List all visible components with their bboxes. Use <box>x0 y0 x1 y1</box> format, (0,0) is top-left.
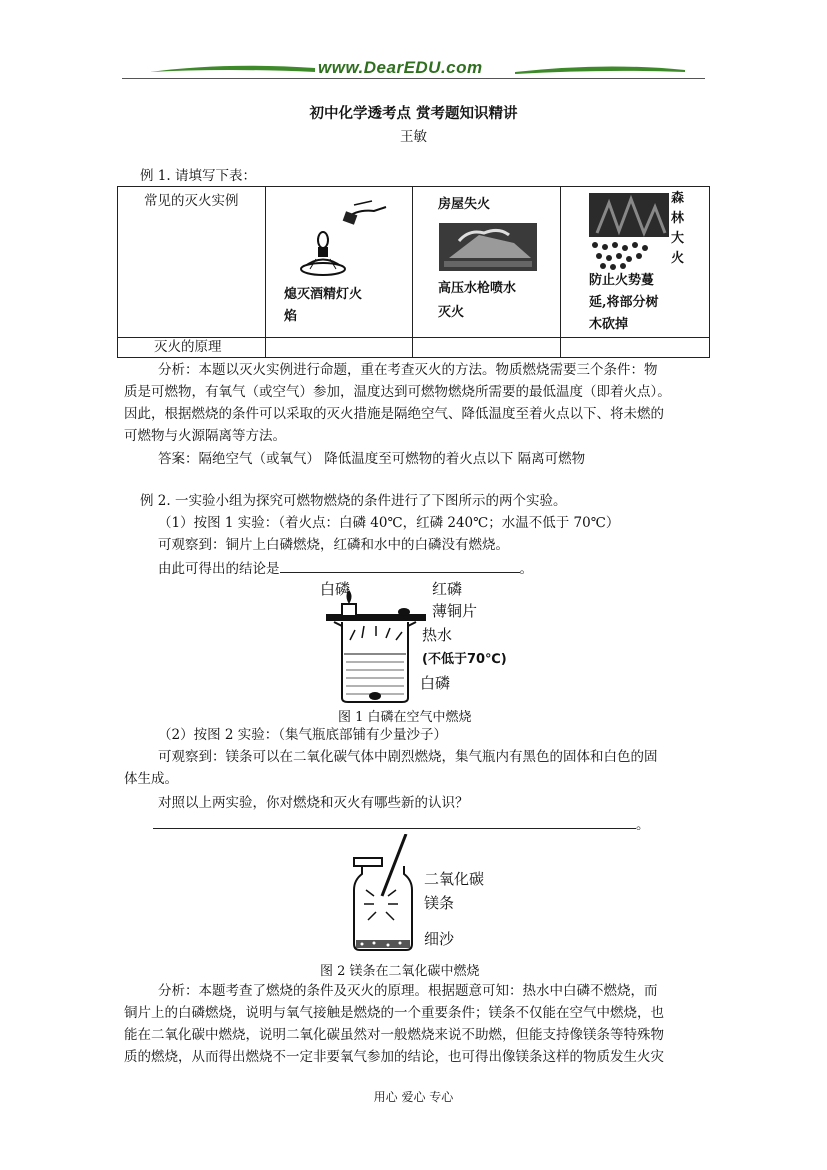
conclusion-label: 由此可得出的结论是 <box>158 561 280 577</box>
row1-label-cell <box>118 187 266 338</box>
forest-fire-figure <box>589 193 669 271</box>
answer-cell-2[interactable] <box>413 338 561 358</box>
ex2-obs2-2: 体生成。 <box>124 771 178 787</box>
header-rule <box>122 78 705 79</box>
pic3-caption-line1: 防止火势蔓 <box>589 273 655 288</box>
pic2-top-label: 房屋失火 <box>438 197 491 212</box>
ex2-obs1: 可观察到：铜片上白磷燃烧，红磷和水中的白磷没有燃烧。 <box>158 537 509 553</box>
fig1-caption: 图 1 白磷在空气中燃烧 <box>338 710 472 725</box>
question-answer-blank[interactable] <box>153 828 636 829</box>
fig2-label-co2: 二氧化碳 <box>424 870 485 888</box>
row2-label: 灭火的原理 <box>154 339 222 355</box>
fire-table <box>117 186 710 358</box>
fig2-caption: 图 2 镁条在二氧化碳中燃烧 <box>320 964 480 979</box>
ex2-analysis-2: 铜片上的白磷燃烧，说明与氧气接触是燃烧的一个重要条件；镁条不仅能在空气中燃烧，也 <box>124 1005 664 1021</box>
ex1-analysis-4: 可燃物与火源隔离等方法。 <box>124 428 286 444</box>
pic3-side-4: 火 <box>671 251 685 266</box>
pic2-cell <box>413 187 561 338</box>
fig2-label-sand: 细沙 <box>424 930 455 948</box>
ex1-analysis-3: 因此，根据燃烧的条件可以采取的灭火措施是隔绝空气、降低温度至着火点以下、将未燃的 <box>124 406 664 422</box>
ex2-intro: 例 2. 一实验小组为探究可燃物燃烧的条件进行了下图所示的两个实验。 <box>140 493 567 509</box>
row1-label: 常见的灭火实例 <box>144 193 239 209</box>
example1-prompt: 例 1. 请填写下表： <box>140 168 256 184</box>
question-end: 。 <box>636 817 650 833</box>
ex2-obs2-1: 可观察到：镁条可以在二氧化碳气体中剧烈燃烧，集气瓶内有黑色的固体和白色的固 <box>158 749 658 765</box>
conclusion-blank[interactable] <box>280 556 520 573</box>
ex2-step1: （1）按图 1 实验：（着火点：白磷 40℃，红磷 240℃；水温不低于 70℃） <box>158 515 620 531</box>
ex1-answer: 答案：隔绝空气（或氧气） 降低温度至可燃物的着火点以下 隔离可燃物 <box>158 451 586 467</box>
answer-cell-1[interactable] <box>266 338 413 358</box>
pic2-caption-line2: 灭火 <box>438 305 465 320</box>
ex2-step2: （2）按图 2 实验：（集气瓶底部铺有少量沙子） <box>158 727 448 743</box>
fig1-label-temp: (不低于70℃) <box>422 652 507 667</box>
pic3-side-1: 森 <box>671 191 685 206</box>
author: 王敏 <box>400 129 427 145</box>
fig1-label-white-p-bottom: 白磷 <box>420 674 451 692</box>
answer-cell-3[interactable] <box>561 338 710 358</box>
pic3-cell <box>561 187 710 338</box>
pic1-caption-line1: 熄灭酒精灯火 <box>284 287 363 302</box>
ex1-analysis-2: 质是可燃物，有氧气（或空气）参加，温度达到可燃物燃烧所需要的最低温度（即着火点）。 <box>124 384 671 400</box>
fig1-label-white-p-top: 白磷 <box>320 580 351 598</box>
fig1-label-hot-water: 热水 <box>422 626 453 644</box>
ex2-analysis-3: 能在二氧化碳中燃烧，说明二氧化碳虽然对一般燃烧来说不助燃，但能支持像镁条等特殊物 <box>124 1027 664 1043</box>
page-title: 初中化学透考点 赏考题知识精讲 <box>309 105 518 122</box>
figure2-apparatus <box>348 834 420 954</box>
house-fire-figure <box>439 223 537 271</box>
pic1-cell <box>266 187 413 338</box>
footer-text: 用心 爱心 专心 <box>373 1090 454 1104</box>
fig1-label-copper: 薄铜片 <box>432 602 478 620</box>
fig2-label-mg: 镁条 <box>424 894 455 912</box>
ex2-question: 对照以上两实验，你对燃烧和灭火有哪些新的认识？ <box>158 795 469 811</box>
pic3-side-2: 林 <box>671 211 685 226</box>
pic3-caption-line2: 延,将部分树 <box>589 295 659 310</box>
ex2-analysis-1: 分析：本题考查了燃烧的条件及灭火的原理。根据题意可知：热水中白磷不燃烧，而 <box>158 983 658 999</box>
site-logo: www.DearEDU.com <box>318 58 483 77</box>
pic1-caption-line2: 焰 <box>284 309 298 324</box>
conclusion-end: 。 <box>519 561 533 577</box>
pic3-caption-line3: 木砍掉 <box>589 317 629 332</box>
row2-label-cell <box>118 338 266 358</box>
ex2-analysis-4: 质的燃烧，从而得出燃烧不一定非要氧气参加的结论，也可得出像镁条这样的物质发生火灾 <box>124 1049 664 1065</box>
alcohol-lamp-figure <box>286 197 396 277</box>
fig1-label-red-p: 红磷 <box>432 580 463 598</box>
pic3-side-3: 大 <box>671 231 685 246</box>
figure1-apparatus <box>320 590 430 705</box>
pic2-caption-line1: 高压水枪喷水 <box>438 281 517 296</box>
ex2-conclusion <box>158 556 533 580</box>
ex1-analysis-1: 分析：本题以灭火实例进行命题，重在考查灭火的方法。物质燃烧需要三个条件：物 <box>158 362 658 378</box>
